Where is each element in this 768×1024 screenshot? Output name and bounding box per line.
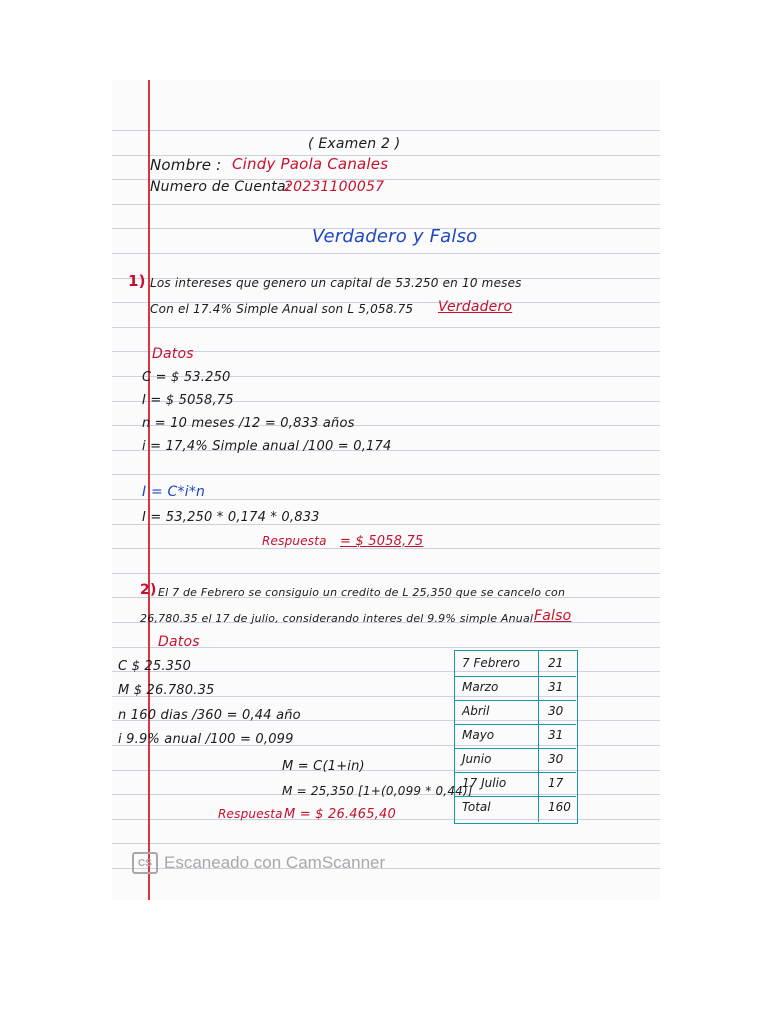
table-row-line — [454, 796, 576, 797]
ruled-line — [112, 204, 660, 205]
q2-text-line1: El 7 de Febrero se consiguio un credito de L 25,350 que se cancelo con — [158, 586, 566, 599]
table-cell-month: Abril — [462, 704, 490, 718]
q1-calculation: I = 53,250 * 0,174 * 0,833 — [142, 510, 320, 525]
q2-formula: M = C(1+in) — [282, 759, 365, 774]
q1-verdict: Verdadero — [438, 299, 513, 315]
q2-datos-label: Datos — [158, 634, 200, 650]
table-row-line — [454, 700, 576, 701]
q2-answer-value: M = $ 26.465,40 — [284, 807, 396, 822]
name-value: Cindy Paola Canales — [232, 155, 389, 173]
ruled-line — [112, 474, 660, 475]
table-cell-days: 17 — [548, 776, 564, 790]
q2-data-line: M $ 26.780.35 — [118, 683, 215, 698]
q2-data-line: i 9.9% anual /100 = 0,099 — [118, 732, 294, 747]
table-cell-days: 21 — [548, 656, 564, 670]
q1-answer-label: Respuesta — [262, 534, 327, 548]
q2-calculation: M = 25,350 [1+(0,099 * 0,44)] — [282, 784, 473, 798]
q1-datos-label: Datos — [152, 346, 194, 362]
q1-text-line1: Los intereses que genero un capital de 53.250 en 10 meses — [150, 276, 522, 290]
q1-answer-value: = $ 5058,75 — [340, 534, 424, 549]
q1-data-line: n = 10 meses /12 = 0,833 años — [142, 416, 355, 431]
table-cell-days: 31 — [548, 680, 564, 694]
ruled-line — [112, 573, 660, 574]
ruled-line — [112, 327, 660, 328]
q2-data-line: C $ 25.350 — [118, 659, 192, 674]
account-label: Numero de Cuenta: — [150, 179, 291, 195]
table-cell-days: 31 — [548, 728, 564, 742]
table-cell-days: 30 — [548, 704, 564, 718]
camscanner-logo: CS — [132, 852, 158, 874]
q1-data-line: C = $ 53.250 — [142, 370, 231, 385]
ruled-line — [112, 351, 660, 352]
q2-data-line: n 160 dias /360 = 0,44 año — [118, 708, 301, 723]
section-title: Verdadero y Falso — [312, 226, 478, 247]
notebook-page — [112, 80, 660, 900]
q1-data-line: i = 17,4% Simple anual /100 = 0,174 — [142, 439, 392, 454]
q2-text-line2: 26,780.35 el 17 de julio, considerando interes del 9.9% simple Anual — [140, 612, 534, 625]
table-row-line — [454, 772, 576, 773]
q2-answer-label: Respuesta — [218, 807, 283, 821]
q1-formula: I = C*i*n — [142, 484, 206, 500]
camscanner-watermark — [132, 852, 385, 874]
table-cell-month: Marzo — [462, 680, 499, 694]
table-cell-month: 17 Julio — [462, 776, 507, 790]
ruled-line — [112, 843, 660, 844]
table-row-line — [454, 676, 576, 677]
table-cell-month: Total — [462, 800, 491, 814]
table-row-line — [454, 724, 576, 725]
exam-title-text: Examen 2 — [318, 136, 391, 152]
account-value: 20231100057 — [284, 179, 385, 195]
ruled-line — [112, 253, 660, 254]
q1-data-line: I = $ 5058,75 — [142, 393, 234, 408]
q1-number: 1) — [128, 272, 146, 290]
q2-number: 2) — [140, 582, 157, 598]
ruled-line — [112, 130, 660, 131]
q2-verdict: Falso — [534, 608, 572, 624]
exam-title: ( Examen 2 ) — [308, 136, 401, 152]
q1-text-line2: Con el 17.4% Simple Anual son L 5,058.75 — [150, 302, 414, 316]
table-cell-month: 7 Febrero — [462, 656, 520, 670]
table-cell-month: Mayo — [462, 728, 495, 742]
watermark-text: Escaneado con CamScanner — [164, 853, 386, 872]
table-row-line — [454, 748, 576, 749]
table-cell-month: Junio — [462, 752, 492, 766]
table-cell-days: 160 — [548, 800, 571, 814]
name-label: Nombre : — [150, 156, 222, 174]
table-cell-days: 30 — [548, 752, 564, 766]
